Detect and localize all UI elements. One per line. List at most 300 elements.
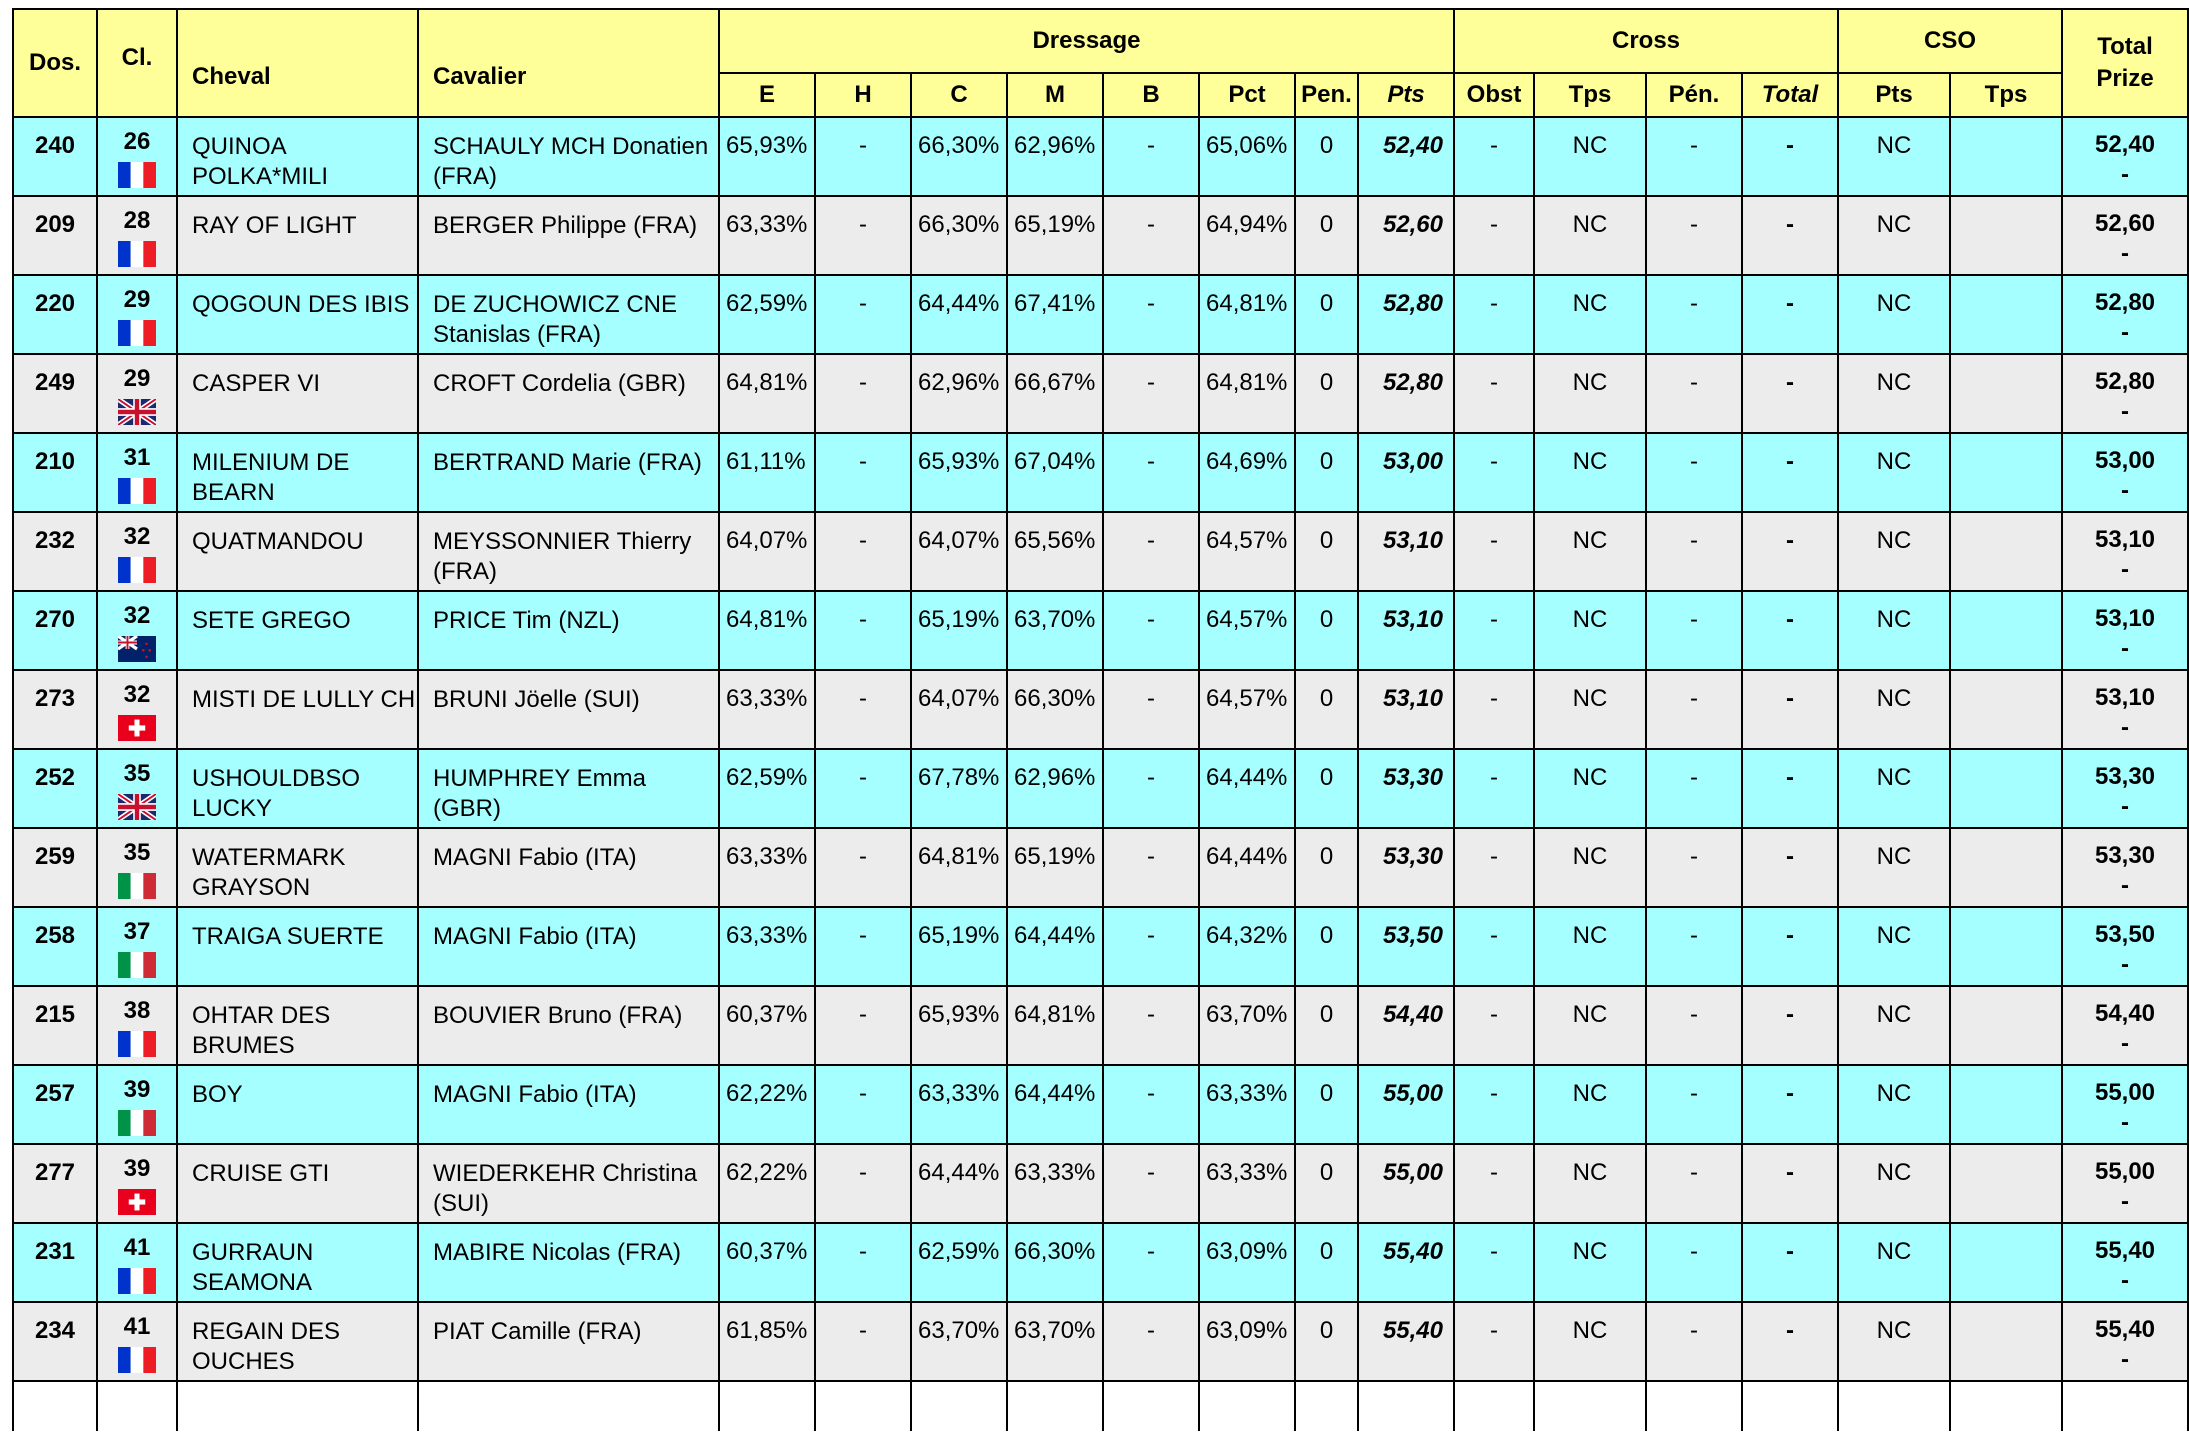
cso-pts-cell: NC [1838,1302,1950,1381]
cavalier-cell: BERTRAND Marie (FRA) [418,433,719,512]
empty-cell [13,1381,97,1431]
total-value: 53,10 [2094,526,2156,553]
rank-value: 31 [123,444,151,471]
pen2-cell: - [1646,907,1742,986]
empty-cell [1534,1381,1646,1431]
pts-cell: 53,30 [1358,749,1454,828]
header-cso-pts: Pts [1838,73,1950,117]
cavalier-cell: DE ZUCHOWICZ CNE Stanislas (FRA) [418,275,719,354]
pen-cell: 0 [1295,986,1358,1065]
pen-cell: 0 [1295,749,1358,828]
empty-cell [1742,1381,1838,1431]
pen2-cell: - [1646,354,1742,433]
cross-total-cell: - [1742,591,1838,670]
rank-value: 26 [123,128,151,155]
c-cell: 65,19% [911,907,1007,986]
cso-pts-cell: NC [1838,670,1950,749]
e-cell: 64,07% [719,512,815,591]
rank-value: 28 [123,207,151,234]
b-cell: - [1103,907,1199,986]
cl-cell [97,1223,177,1302]
cl-cell [97,512,177,591]
cso-pts-cell: NC [1838,275,1950,354]
c-cell: 63,70% [911,1302,1007,1381]
pct-cell: 64,81% [1199,275,1295,354]
m-cell: 67,04% [1007,433,1103,512]
cross-total-cell: - [1742,196,1838,275]
pct-cell: 63,33% [1199,1144,1295,1223]
empty-cell [911,1381,1007,1431]
pts-cell: 53,30 [1358,828,1454,907]
prize-value: - [2121,398,2129,425]
empty-cell [1103,1381,1199,1431]
c-cell: 64,07% [911,512,1007,591]
cso-pts-cell: NC [1838,1065,1950,1144]
total-value: 55,40 [2094,1316,2156,1343]
pct-cell: 64,94% [1199,196,1295,275]
empty-cell [1950,1381,2062,1431]
cavalier-cell: PRICE Tim (NZL) [418,591,719,670]
b-cell: - [1103,117,1199,196]
dos-cell: 209 [13,196,97,275]
header-cavalier: Cavalier [418,9,719,117]
cso-tps-cell [1950,1223,2062,1302]
pen2-cell: - [1646,1302,1742,1381]
cavalier-cell: HUMPHREY Emma (GBR) [418,749,719,828]
total-cell [2062,986,2188,1065]
h-cell: - [815,275,911,354]
m-cell: 67,41% [1007,275,1103,354]
table-row [13,907,2188,986]
prize-value: - [2121,1188,2129,1215]
c-cell: 62,96% [911,354,1007,433]
tps-cell: NC [1534,1065,1646,1144]
cross-total-cell: - [1742,986,1838,1065]
cso-pts-cell: NC [1838,907,1950,986]
m-cell: 66,30% [1007,1223,1103,1302]
pen-cell: 0 [1295,433,1358,512]
prize-value: - [2121,1267,2129,1294]
header-b: B [1103,73,1199,117]
pen2-cell: - [1646,1065,1742,1144]
rank-value: 32 [123,523,151,550]
m-cell: 65,19% [1007,828,1103,907]
total-cell [2062,749,2188,828]
header-h: H [815,73,911,117]
empty-cell [1295,1381,1358,1431]
table-row [13,117,2188,196]
rank-value: 39 [123,1076,151,1103]
pen-cell: 0 [1295,670,1358,749]
cso-tps-cell [1950,354,2062,433]
header-cross: Cross [1454,9,1838,73]
dos-cell: 252 [13,749,97,828]
cso-tps-cell [1950,196,2062,275]
table-row [13,986,2188,1065]
dos-cell: 231 [13,1223,97,1302]
rank-value: 41 [123,1234,151,1261]
prize-value: - [2121,1030,2129,1057]
c-cell: 66,30% [911,117,1007,196]
prize-value: - [2121,951,2129,978]
total-value: 53,00 [2094,447,2156,474]
pct-cell: 64,44% [1199,749,1295,828]
cavalier-cell: MAGNI Fabio (ITA) [418,907,719,986]
table-row [13,1302,2188,1381]
cheval-cell: TRAIGA SUERTE [177,907,418,986]
table-row [13,433,2188,512]
cheval-cell: USHOULDBSO LUCKY [177,749,418,828]
cheval-cell: REGAIN DES OUCHES [177,1302,418,1381]
cavalier-cell: MEYSSONNIER Thierry (FRA) [418,512,719,591]
pen2-cell: - [1646,117,1742,196]
dos-cell: 258 [13,907,97,986]
empty-cell [719,1381,815,1431]
pct-cell: 64,57% [1199,512,1295,591]
pct-cell: 64,57% [1199,591,1295,670]
obst-cell: - [1454,512,1534,591]
tps-cell: NC [1534,433,1646,512]
cso-pts-cell: NC [1838,512,1950,591]
b-cell: - [1103,275,1199,354]
pct-cell: 64,57% [1199,670,1295,749]
b-cell: - [1103,433,1199,512]
pen-cell: 0 [1295,512,1358,591]
empty-cell [2062,1381,2188,1431]
e-cell: 64,81% [719,591,815,670]
b-cell: - [1103,1302,1199,1381]
cheval-cell: OHTAR DES BRUMES [177,986,418,1065]
cross-total-cell: - [1742,749,1838,828]
tps-cell: NC [1534,986,1646,1065]
pen2-cell: - [1646,275,1742,354]
cso-tps-cell [1950,433,2062,512]
cross-total-cell: - [1742,512,1838,591]
dos-cell: 273 [13,670,97,749]
e-cell: 62,59% [719,275,815,354]
total-cell [2062,1223,2188,1302]
table-row [13,1223,2188,1302]
b-cell: - [1103,1223,1199,1302]
uk-flag-icon [118,794,156,820]
rank-value: 35 [123,760,151,787]
pen-cell: 0 [1295,907,1358,986]
rank-value: 41 [123,1313,151,1340]
prize-value: - [2121,1109,2129,1136]
cso-tps-cell [1950,1065,2062,1144]
pen-cell: 0 [1295,1144,1358,1223]
cl-cell [97,117,177,196]
pen2-cell: - [1646,433,1742,512]
cross-total-cell: - [1742,1144,1838,1223]
header-m: M [1007,73,1103,117]
obst-cell: - [1454,828,1534,907]
h-cell: - [815,670,911,749]
obst-cell: - [1454,1065,1534,1144]
m-cell: 64,44% [1007,1065,1103,1144]
c-cell: 62,59% [911,1223,1007,1302]
b-cell: - [1103,196,1199,275]
dos-cell: 277 [13,1144,97,1223]
rank-value: 32 [123,602,151,629]
cavalier-cell: WIEDERKEHR Christina (SUI) [418,1144,719,1223]
dos-cell: 210 [13,433,97,512]
e-cell: 63,33% [719,828,815,907]
cso-tps-cell [1950,670,2062,749]
total-value: 53,10 [2094,605,2156,632]
m-cell: 62,96% [1007,749,1103,828]
cl-cell [97,433,177,512]
pts-cell: 55,00 [1358,1065,1454,1144]
cso-tps-cell [1950,512,2062,591]
m-cell: 66,30% [1007,670,1103,749]
e-cell: 62,22% [719,1144,815,1223]
h-cell: - [815,907,911,986]
header-cheval: Cheval [177,9,418,117]
header-pen2: Pén. [1646,73,1742,117]
b-cell: - [1103,670,1199,749]
cso-pts-cell: NC [1838,828,1950,907]
obst-cell: - [1454,117,1534,196]
table-row [13,354,2188,433]
table-row [13,1144,2188,1223]
pts-cell: 52,60 [1358,196,1454,275]
dos-cell: 234 [13,1302,97,1381]
total-value: 52,40 [2094,131,2156,158]
obst-cell: - [1454,907,1534,986]
pen2-cell: - [1646,749,1742,828]
swiss-flag-icon [118,715,156,741]
cso-pts-cell: NC [1838,196,1950,275]
prize-value: - [2121,556,2129,583]
c-cell: 64,81% [911,828,1007,907]
table-row [13,591,2188,670]
empty-cell [1454,1381,1534,1431]
m-cell: 65,56% [1007,512,1103,591]
obst-cell: - [1454,275,1534,354]
dos-cell: 232 [13,512,97,591]
pct-cell: 63,33% [1199,1065,1295,1144]
h-cell: - [815,196,911,275]
italy-flag-icon [118,1110,156,1136]
prize-value: - [2121,714,2129,741]
h-cell: - [815,354,911,433]
cso-pts-cell: NC [1838,117,1950,196]
m-cell: 63,70% [1007,591,1103,670]
cavalier-cell: SCHAULY MCH Donatien (FRA) [418,117,719,196]
cross-total-cell: - [1742,828,1838,907]
cl-cell [97,907,177,986]
obst-cell: - [1454,986,1534,1065]
tps-cell: NC [1534,1223,1646,1302]
tps-cell: NC [1534,1302,1646,1381]
cavalier-cell: PIAT Camille (FRA) [418,1302,719,1381]
cso-pts-cell: NC [1838,1144,1950,1223]
table-row [13,512,2188,591]
tps-cell: NC [1534,512,1646,591]
tps-cell: NC [1534,828,1646,907]
header-obst: Obst [1454,73,1534,117]
rank-value: 37 [123,918,151,945]
rank-value: 29 [123,286,151,313]
pen-cell: 0 [1295,591,1358,670]
e-cell: 65,93% [719,117,815,196]
cavalier-cell: BERGER Philippe (FRA) [418,196,719,275]
m-cell: 66,67% [1007,354,1103,433]
total-value: 55,00 [2094,1158,2156,1185]
pts-cell: 52,40 [1358,117,1454,196]
e-cell: 64,81% [719,354,815,433]
pct-cell: 64,69% [1199,433,1295,512]
total-cell [2062,670,2188,749]
h-cell: - [815,1065,911,1144]
obst-cell: - [1454,591,1534,670]
pct-cell: 63,09% [1199,1223,1295,1302]
cheval-cell: BOY [177,1065,418,1144]
header-total: Total [2097,33,2153,60]
total-value: 52,80 [2094,289,2156,316]
cross-total-cell: - [1742,354,1838,433]
header-tps: Tps [1534,73,1646,117]
cavalier-cell: MABIRE Nicolas (FRA) [418,1223,719,1302]
prize-value: - [2121,793,2129,820]
total-cell [2062,512,2188,591]
m-cell: 64,44% [1007,907,1103,986]
pen2-cell: - [1646,986,1742,1065]
m-cell: 64,81% [1007,986,1103,1065]
empty-cell [177,1381,418,1431]
empty-cell [1838,1381,1950,1431]
b-cell: - [1103,512,1199,591]
total-value: 52,60 [2094,210,2156,237]
b-cell: - [1103,591,1199,670]
france-flag-icon [118,320,156,346]
pts-cell: 52,80 [1358,275,1454,354]
h-cell: - [815,1144,911,1223]
prize-value: - [2121,477,2129,504]
rank-value: 35 [123,839,151,866]
cheval-cell: RAY OF LIGHT [177,196,418,275]
cso-tps-cell [1950,1302,2062,1381]
tps-cell: NC [1534,196,1646,275]
table-body [13,117,2188,1431]
total-value: 54,40 [2094,1000,2156,1027]
b-cell: - [1103,986,1199,1065]
empty-cell [418,1381,719,1431]
prize-value: - [2121,161,2129,188]
prize-value: - [2121,635,2129,662]
header-pct: Pct [1199,73,1295,117]
pts-cell: 53,10 [1358,512,1454,591]
pts-cell: 55,40 [1358,1302,1454,1381]
tps-cell: NC [1534,907,1646,986]
total-value: 52,80 [2094,368,2156,395]
cl-cell [97,986,177,1065]
table-row [13,828,2188,907]
cl-cell [97,1144,177,1223]
cl-cell [97,1065,177,1144]
cross-total-cell: - [1742,907,1838,986]
h-cell: - [815,986,911,1065]
dos-cell: 257 [13,1065,97,1144]
pct-cell: 64,32% [1199,907,1295,986]
cl-cell [97,670,177,749]
h-cell: - [815,1223,911,1302]
empty-cell [97,1381,177,1431]
cso-tps-cell [1950,986,2062,1065]
cheval-cell: GURRAUN SEAMONA [177,1223,418,1302]
dos-cell: 215 [13,986,97,1065]
cso-pts-cell: NC [1838,591,1950,670]
cross-total-cell: - [1742,433,1838,512]
total-value: 55,00 [2094,1079,2156,1106]
obst-cell: - [1454,1223,1534,1302]
c-cell: 65,19% [911,591,1007,670]
pts-cell: 55,00 [1358,1144,1454,1223]
h-cell: - [815,1302,911,1381]
cheval-cell: CASPER VI [177,354,418,433]
italy-flag-icon [118,952,156,978]
rank-value: 32 [123,681,151,708]
m-cell: 63,70% [1007,1302,1103,1381]
total-value: 53,50 [2094,921,2156,948]
h-cell: - [815,828,911,907]
total-cell [2062,117,2188,196]
e-cell: 62,22% [719,1065,815,1144]
h-cell: - [815,591,911,670]
results-table [12,8,2189,1431]
header-prize: Prize [2096,65,2154,92]
dos-cell: 259 [13,828,97,907]
cross-total-cell: - [1742,1223,1838,1302]
cheval-cell: QUATMANDOU [177,512,418,591]
cso-pts-cell: NC [1838,749,1950,828]
e-cell: 61,85% [719,1302,815,1381]
b-cell: - [1103,1144,1199,1223]
tps-cell: NC [1534,117,1646,196]
pen2-cell: - [1646,1144,1742,1223]
cl-cell [97,196,177,275]
empty-cell [1007,1381,1103,1431]
cheval-cell: MISTI DE LULLY CH [177,670,418,749]
m-cell: 63,33% [1007,1144,1103,1223]
pen2-cell: - [1646,196,1742,275]
france-flag-icon [118,478,156,504]
pts-cell: 53,10 [1358,591,1454,670]
pts-cell: 53,50 [1358,907,1454,986]
header-cl: Cl. [97,9,177,117]
header-e: E [719,73,815,117]
tps-cell: NC [1534,591,1646,670]
obst-cell: - [1454,433,1534,512]
pen-cell: 0 [1295,828,1358,907]
e-cell: 63,33% [719,670,815,749]
table-row [13,196,2188,275]
obst-cell: - [1454,354,1534,433]
pen2-cell: - [1646,512,1742,591]
uk-flag-icon [118,399,156,425]
dos-cell: 240 [13,117,97,196]
france-flag-icon [118,1347,156,1373]
cl-cell [97,354,177,433]
cross-total-cell: - [1742,670,1838,749]
cross-total-cell: - [1742,117,1838,196]
cavalier-cell: MAGNI Fabio (ITA) [418,828,719,907]
header-cso: CSO [1838,9,2062,73]
total-cell [2062,828,2188,907]
cso-pts-cell: NC [1838,986,1950,1065]
cheval-cell: MILENIUM DE BEARN [177,433,418,512]
